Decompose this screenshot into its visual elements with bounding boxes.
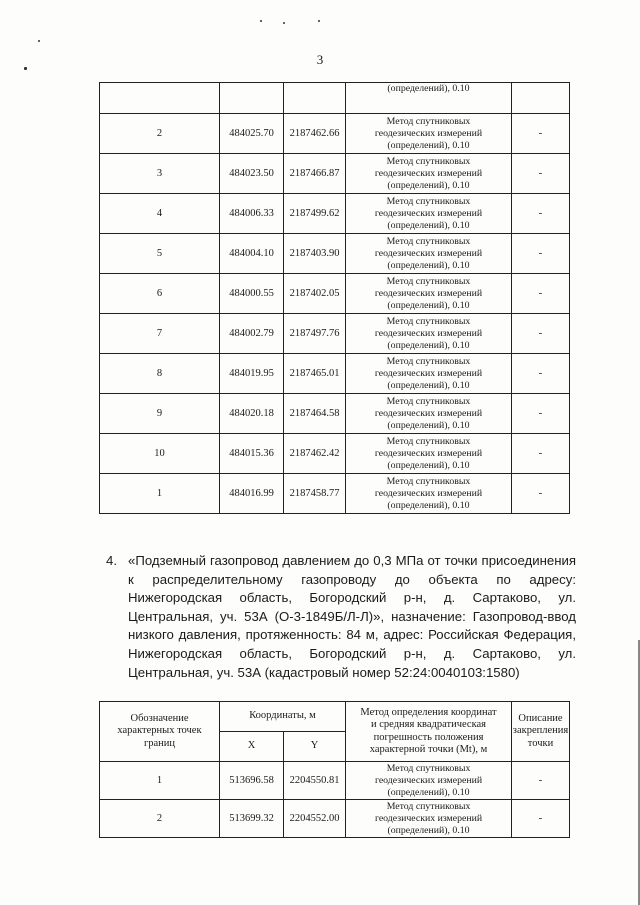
table-header-row xyxy=(100,702,570,732)
paragraph-text: «Подземный газопровод давлением до 0,3 МПа от точки присоединения к распределительному газопроводу до объекта по адресу: Нижегородская область, Богородский р-н, д. Сартаково, ул. Центральная, уч. 53А (О-3-1849Б/Л-Л)», назначение: Газопровод-ввод низкого давления, протяженность: 84 м, адрес: Российская Федерация, Нижегородская область, Богородский р-н, д. Сартаково, ул. Центральная, уч. 53А (кадастровый номер 52:24:0040103:1580) xyxy=(128,553,576,680)
scan-speck xyxy=(283,22,285,24)
table-row xyxy=(100,154,570,194)
paragraph-number: 4. xyxy=(106,553,117,568)
x-cell: 484006.33 xyxy=(220,194,284,234)
method-cell: Метод спутниковых геодезических измерений (определений), 0.10 xyxy=(346,354,512,394)
y-cell: 2187465.01 xyxy=(284,354,346,394)
description-cell: - xyxy=(512,394,570,434)
point-cell: 6 xyxy=(100,274,220,314)
method-cell: Метод спутниковых геодезических измерений (определений), 0.10 xyxy=(346,194,512,234)
description-cell: - xyxy=(512,354,570,394)
y-cell: 2204552.00 xyxy=(284,800,346,838)
description-cell: - xyxy=(512,274,570,314)
table-row xyxy=(100,83,570,114)
x-cell: 484015.36 xyxy=(220,434,284,474)
table-row xyxy=(100,234,570,274)
description-cell: - xyxy=(512,194,570,234)
method-cell: Метод спутниковых геодезических измерений (определений), 0.10 xyxy=(346,114,512,154)
point-cell: 5 xyxy=(100,234,220,274)
method-cell: Метод спутниковых геодезических измерений (определений), 0.10 xyxy=(346,800,512,838)
point-cell: 7 xyxy=(100,314,220,354)
scan-speck xyxy=(38,40,40,42)
table-row xyxy=(100,194,570,234)
description-cell: - xyxy=(512,434,570,474)
header-points: Обозначение характерных точек границ xyxy=(100,702,220,762)
coordinates-table xyxy=(99,701,570,838)
x-cell: 484020.18 xyxy=(220,394,284,434)
point-cell: 10 xyxy=(100,434,220,474)
y-cell: 2187403.90 xyxy=(284,234,346,274)
table-row xyxy=(100,394,570,434)
x-cell: 484002.79 xyxy=(220,314,284,354)
y-cell: 2187497.76 xyxy=(284,314,346,354)
description-cell: - xyxy=(512,234,570,274)
table-row xyxy=(100,114,570,154)
y-cell: 2204550.81 xyxy=(284,762,346,800)
method-cell: Метод спутниковых геодезических измерений (определений), 0.10 xyxy=(346,314,512,354)
y-cell: 2187402.05 xyxy=(284,274,346,314)
coordinates-table-continued xyxy=(99,82,570,514)
method-cell: Метод спутниковых геодезических измерений (определений), 0.10 xyxy=(346,474,512,514)
x-cell: 513696.58 xyxy=(220,762,284,800)
method-cell: (определений), 0.10 xyxy=(346,83,512,114)
method-cell: Метод спутниковых геодезических измерений (определений), 0.10 xyxy=(346,234,512,274)
description-cell: - xyxy=(512,154,570,194)
header-description: Описание закрепления точки xyxy=(512,702,570,762)
point-cell: 1 xyxy=(100,762,220,800)
scan-speck xyxy=(260,20,262,22)
method-cell: Метод спутниковых геодезических измерений (определений), 0.10 xyxy=(346,154,512,194)
point-cell: 2 xyxy=(100,114,220,154)
x-cell: 484023.50 xyxy=(220,154,284,194)
table-row xyxy=(100,274,570,314)
header-method: Метод определения координат и средняя квадратическая погрешность положения характерной точки (Mt), м xyxy=(346,702,512,762)
table-row xyxy=(100,762,570,800)
table-row xyxy=(100,354,570,394)
x-cell: 484019.95 xyxy=(220,354,284,394)
description-cell: - xyxy=(512,762,570,800)
table-row xyxy=(100,314,570,354)
header-y: Y xyxy=(284,732,346,762)
point-cell: 2 xyxy=(100,800,220,838)
scan-speck xyxy=(318,20,320,22)
point-cell: 3 xyxy=(100,154,220,194)
paragraph-item-4 xyxy=(106,552,576,682)
x-cell: 484025.70 xyxy=(220,114,284,154)
y-cell: 2187462.42 xyxy=(284,434,346,474)
y-cell: 2187466.87 xyxy=(284,154,346,194)
table-row xyxy=(100,474,570,514)
description-cell: - xyxy=(512,800,570,838)
x-cell: 484004.10 xyxy=(220,234,284,274)
x-cell: 484016.99 xyxy=(220,474,284,514)
method-cell: Метод спутниковых геодезических измерений (определений), 0.10 xyxy=(346,762,512,800)
description-cell: - xyxy=(512,474,570,514)
y-cell: 2187458.77 xyxy=(284,474,346,514)
method-cell: Метод спутниковых геодезических измерений (определений), 0.10 xyxy=(346,274,512,314)
method-cell: Метод спутниковых геодезических измерений (определений), 0.10 xyxy=(346,394,512,434)
table-row xyxy=(100,434,570,474)
point-cell: 4 xyxy=(100,194,220,234)
y-cell: 2187499.62 xyxy=(284,194,346,234)
y-cell: 2187462.66 xyxy=(284,114,346,154)
page-number: 3 xyxy=(316,52,324,67)
header-x: X xyxy=(220,732,284,762)
x-cell: 484000.55 xyxy=(220,274,284,314)
method-cell: Метод спутниковых геодезических измерений (определений), 0.10 xyxy=(346,434,512,474)
description-cell: - xyxy=(512,114,570,154)
header-coordinates: Координаты, м xyxy=(220,702,346,732)
point-cell: 8 xyxy=(100,354,220,394)
description-cell: - xyxy=(512,314,570,354)
table-row xyxy=(100,800,570,838)
y-cell: 2187464.58 xyxy=(284,394,346,434)
x-cell: 513699.32 xyxy=(220,800,284,838)
point-cell: 9 xyxy=(100,394,220,434)
point-cell: 1 xyxy=(100,474,220,514)
